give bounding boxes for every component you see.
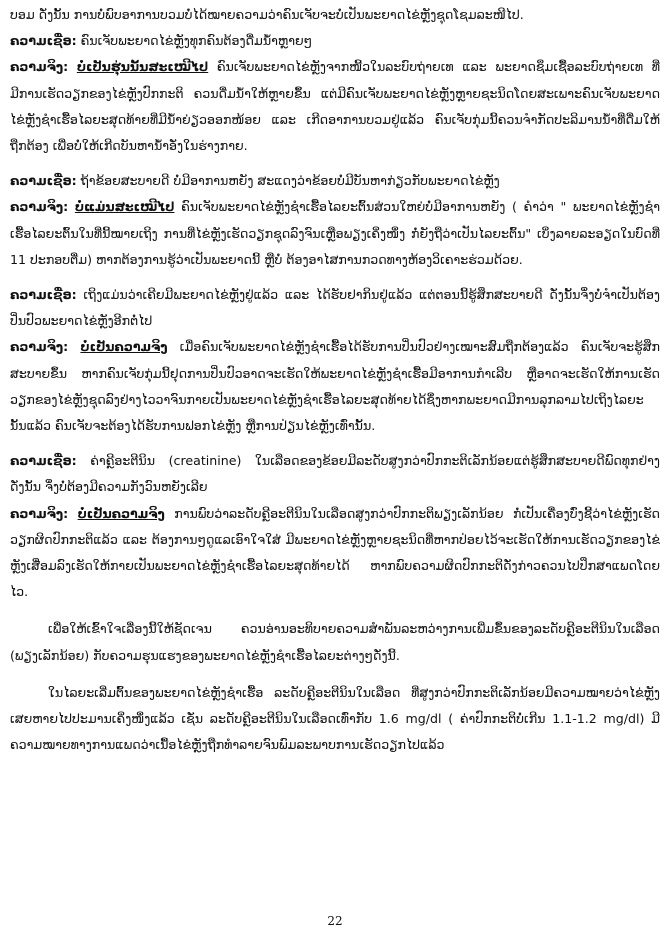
fact-2 — [10, 194, 660, 273]
fact-label: ຄວາມຈິງ: — [10, 339, 69, 355]
myth-3 — [10, 282, 660, 334]
fact-emphasis: ບໍ່ແມ່ນສະເໝີໄປ — [74, 199, 175, 215]
fact-text: ການພົບວ່າລະດັບຄຼີອະຕີນິນໃນເລືອດສູງກວ່າປົກກະຕິພຽງເລັກນ້ອຍ ກໍ່ເປັນເຄື່ອງບົ່ງຊີ້ວ່າໄຂ່ຫຼັງເຮັດວຽກຜິດປົກກະຕິແລ້ວ ແລະ ຕ້ອງການໆດູແລເອົາໃຈໃສ່ ມີພະຍາດໄຂ່ຫຼັງຫຼາຍຊະນິດທີ່ຫາກປ່ອຍໄວ້ຈະເຮັດໃຫ້ການເຮັດວຽກຂອງໄຂ່ຫຼັງເສື່ອມລົງເຮັດໃຫ້ກາຍເປັນພະຍາດໄຂ່ຫຼັງຊຳເຮື້ອໄລຍະສຸດທ້າຍໄດ້ ຫາກພົບຄວາມຜິດປົກກະຕິດັ່ງກ່າວຄວນໄປປຶກສາແພດໂດຍໄວ. — [10, 505, 660, 600]
myth-label: ຄວາມເຊື່ອ: — [10, 287, 77, 303]
myth-block-4 — [10, 448, 660, 605]
closing-paragraph-2: ໃນໄລຍະເລີ່ມຕົ້ນຂອງພະຍາດໄຂ່ຫຼັງຊຳເຮື້ອ ລະດັບຄຼີອະຕີນິນໃນເລືອດ ທີ່ສູງກວ່າປົກກະຕິເລັກນ້ອຍມີຄວາມໝາຍວ່າໄຂ່ຫຼັງເສຍຫາຍໄປປະມານເຄິ່ງໜຶ່ງແລ້ວ ເຊັ່ນ ລະດັບຄຼີອະຕີນິນໃນເລືອດເທົ່າກັບ 1.6 mg/dl ( ຄ່າປົກກະຕິບໍ່ເກີນ 1.1-1.2 mg/dl) ມີຄວາມໝາຍທາງການແພດວ່າເນື້ອໄຂ່ຫຼັງຖືກທຳລາຍຈົນພົມລະພາບການເຮັດວຽກໄປແລ້ວ — [10, 684, 660, 753]
fact-1 — [10, 54, 660, 159]
myth-block-2 — [10, 168, 660, 273]
closing-paragraph-1: ເພື່ອໃຫ້ເຂົ້າໃຈເລື່ອງນີ້ໃຫ້ຊັດເຈນ ຄວນອ່ານອະທິບາຍຄວາມສຳພັນລະຫວ່າງການເພີ່ມຂຶ້ນຂອງລະດັບຄຼີອະຕີນິນໃນເລືອດ (ພຽງເລັກນ້ອຍ) ກັບຄວາມຮຸນແຮງຂອງພະຍາດໄຂ່ຫຼັງຊຳເຮື້ອໄລຍະຕ່າງໆດັ່ງນີ້. — [10, 621, 660, 663]
myth-block-3 — [10, 282, 660, 439]
fact-emphasis: ບໍ່ເປັນຄວາມຈິງ — [77, 505, 165, 521]
page-body — [10, 2, 660, 758]
myth-text: ເຖິງແມ່ນວ່າເຄີຍມີພະຍາດໄຂ່ຫຼັງຢູ່ແລ້ວ ແລະ ໄດ້ຮັບຢາກິນຢູ່ແລ້ວ ແຕ່ຕອນນີ້ຮູ້ສຶກສະບາຍດີ ດັ່ງນັ້ນຈຶ່ງບໍ່ຈຳເປັນຕ້ອງປິ່ນປົວພະຍາດໄຂ່ຫຼັງອີກຕໍ່ໄປ — [10, 287, 660, 329]
myth-text: ຖ້າຂ້ອຍສະບາຍດີ ບໍ່ມີອາການຫຍັງ ສະແດງວ່າຂ້ອຍບໍ່ມີບັນຫາກ່ຽວກັບພະຍາດໄຂ່ຫຼັງ — [76, 173, 500, 189]
fact-4 — [10, 501, 660, 606]
myth-label: ຄວາມເຊື່ອ: — [10, 173, 77, 189]
fact-3 — [10, 334, 660, 439]
myth-block-1 — [10, 28, 660, 159]
page-number: 22 — [327, 914, 343, 928]
myth-text: ຄົນເຈັບພະຍາດໄຂ່ຫຼັງທຸກຄົນຕ້ອງດື່ມນ້ຳຫຼາຍໆ — [76, 33, 313, 49]
fact-emphasis: ບໍ່ເປັນຮຸ່ນນັ້ນສະເໝີໄປ — [76, 59, 209, 75]
fact-label: ຄວາມຈິງ: — [10, 505, 69, 521]
myth-label: ຄວາມເຊື່ອ: — [10, 33, 77, 49]
fact-text: ຄົນເຈັບພະຍາດໄຂ່ຫຼັງຈາກໜີ້ວໃນລະບົບຖ່າຍເທ ແລະ ພະຍາດຊຶມເຊື້ອລະບົບຖ່າຍເທ ທີ່ມີການເຮັດວຽກຂອງໄຂ່ຫຼັງປົກກະຕິ ຄວນດື່ມນ້ຳໃຫ້ຫຼາຍຂຶ້ນ ແຕ່ມີຄົນເຈັບພະຍາດໄຂ່ຫຼັງຫຼາຍຊະນິດໂດຍສະເພາະຄົນເຈັບພະຍາດໄຂ່ຫຼັງຊຳເຮື້ອໄລຍະສຸດທ້າຍທີ່ມີນ້ຳຍ່ຽວອອກໜ້ອຍ ແລະ ເກີດອາການບວມຢູ່ແລ້ວ ຄົນເຈັບກຸ່ມນີ້ຄວນຈຳກັດປະລິມານນ້ຳທີ່ດື່ມໃຫ້ຖືກຕ້ອງ ເພື່ອບໍ່ໃຫ້ເກີດບັນຫານ້ຳອັ່ງໃນຮ່າງກາຍ. — [10, 59, 660, 154]
fact-text: ເມື່ອຄົນເຈັບພະຍາດໄຂ່ຫຼັງຊຳເຮື້ອໄດ້ຮັບການປິ່ນປົວຢ່າງເໝາະສົມຖືກຕ້ອງແລ້ວ ຄົນເຈັບຈະຮູ້ສຶກສະບາຍຂຶ້ນ ຫາກຄົນເຈັບກຸ່ມນີ້ຢຸດການປິ່ນປົວອາດຈະເຮັດໃຫ້ພະຍາດໄຂ່ຫຼັງຊຳເຮື້ອມີອາການກຳເລີບ ຫຼືອາດຈະເຮັດໃຫ້ການເຮັດວຽກຂອງໄຂ່ຫຼັງຊຸດລົງຢ່າງໄວວາຈົນກາຍເປັນພະຍາດໄຂ່ຫຼັງຊຳເຮື້ອໄລຍະສຸດທ້າຍໄດ້ຊຶ່ງຫາກພະຍາດມີການລຸກລາມໄປເຖິງໄລຍະນັ້ນແລ້ວ ຄົນເຈັບຈະຕ້ອງໄດ້ຮັບການຟອກໄຂ່ຫຼັງ ຫຼືການປ່ຽນໄຂ່ຫຼັງເທົ່ານັ້ນ. — [10, 339, 660, 434]
myth-label: ຄວາມເຊື່ອ: — [10, 453, 77, 469]
intro-paragraph: ບອມ ດັ່ງນັ້ນ ການບໍ່ພົບອາການບວມບໍ່ໄດ້ໝາຍຄວາມວ່າຄົນເຈັບຈະບໍ່ເປັນພະຍາດໄຂ່ຫຼັງຊຸດໂຊມລະໜີໄປ. — [10, 7, 524, 22]
fact-emphasis: ບໍ່ເປັນຄວາມຈິງ — [80, 339, 168, 355]
myth-text: ຄ່າຄຼີອະຕີນິນ (creatinine) ໃນເລືອດຂອງຂ້ອຍມີລະດັບສູງກວ່າປົກກະຕິເລັກນ້ອຍແຕ່ຮູ້ສຶກສະບາຍດີພົດທຸກຢ່າງ ດັ່ງນັ້ນ ຈຶ່ງບໍ່ຕ້ອງມີຄວາມກັງວົນຫຍັງເລີຍ — [10, 453, 660, 495]
fact-label: ຄວາມຈິງ: — [10, 199, 69, 215]
fact-text: ຄົນເຈັບພະຍາດໄຂ່ຫຼັງຊຳເຮື້ອໄລຍະຕົ້ນສ່ວນໃຫຍ່ບໍ່ມີອາການຫຍັງ ( ຄຳວ່າ " ພະຍາດໄຂ່ຫຼັງຊຳເຮື້ອໄລຍະຕົ້ນໃນທີ່ນີ້ໝາຍເຖິງ ການທີ່ໄຂ່ຫຼັງເຮັດວຽກຊຸດລົງຈົນເຫຼືອພຽງເຄິ່ງໜຶ່ງ ກໍ່ຍັງຖືວ່າເປັນໄລຍະຕົ້ນ" ເບິ່ງລາຍລະອຽດໃນບົດທີ່ 11 ປະກອບຕື່ມ) ຫາກຕ້ອງການຮູ້ວ່າເປັນພະຍາດນີ້ ຫຼືບໍ່ ຕ້ອງອາໄສການກວດທາງຫ້ອງວິເຄາະຮ່ວມດ້ວຍ. — [10, 199, 660, 267]
myth-2 — [10, 168, 660, 194]
myth-4 — [10, 448, 660, 500]
fact-label: ຄວາມຈິງ: — [10, 59, 69, 75]
myth-1 — [10, 28, 660, 54]
